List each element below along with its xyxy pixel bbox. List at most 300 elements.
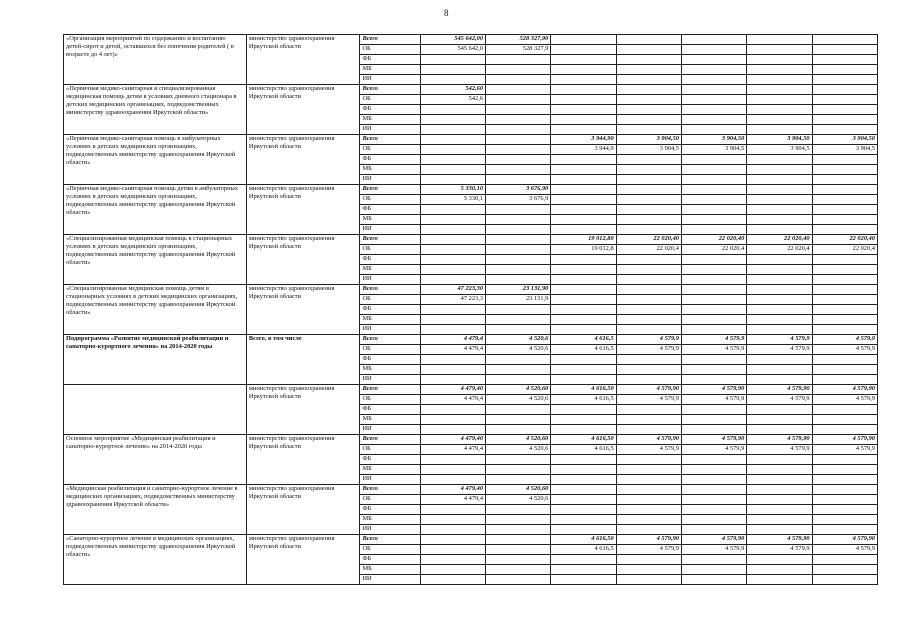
amount-cell xyxy=(681,495,746,505)
amount-cell xyxy=(551,165,616,175)
amount-cell xyxy=(616,275,681,285)
amount-cell xyxy=(551,505,616,515)
amount-cell xyxy=(616,495,681,505)
amount-cell xyxy=(747,555,812,565)
amount-cell xyxy=(616,55,681,65)
amount-cell xyxy=(486,135,551,145)
amount-cell xyxy=(486,365,551,375)
amount-cell xyxy=(486,475,551,485)
program-name-cell: Основное мероприятие «Медицинская реабилитация и санаторно-курортное лечение» на 2014-2020 годы xyxy=(64,435,247,485)
amount-cell xyxy=(812,75,877,85)
amount-cell xyxy=(551,515,616,525)
funding-source-cell: ОБ xyxy=(360,145,420,155)
funding-source-cell: ФБ xyxy=(360,555,420,565)
amount-cell: 4 616,5 xyxy=(551,545,616,555)
amount-cell xyxy=(812,185,877,195)
funding-source-cell: Всего xyxy=(360,135,420,145)
amount-cell xyxy=(812,275,877,285)
amount-cell: 545 642,00 xyxy=(420,35,485,45)
amount-cell xyxy=(812,255,877,265)
program-name-cell: «Первичная медико-санитарная помощь в амбулаторных условиях в детских медицинских организациях, подведомственных министерству здравоохранения Иркутской области» xyxy=(64,135,247,185)
amount-cell xyxy=(551,105,616,115)
amount-cell xyxy=(616,475,681,485)
amount-cell xyxy=(420,125,485,135)
amount-cell xyxy=(420,75,485,85)
funding-source-cell: ИИ xyxy=(360,275,420,285)
amount-cell: 3 904,5 xyxy=(616,145,681,155)
amount-cell xyxy=(616,165,681,175)
funding-source-cell: Всего xyxy=(360,185,420,195)
table-row xyxy=(64,335,878,345)
amount-cell xyxy=(486,265,551,275)
amount-cell xyxy=(616,555,681,565)
amount-cell xyxy=(551,65,616,75)
amount-cell xyxy=(551,155,616,165)
amount-cell xyxy=(812,515,877,525)
funding-source-cell: Всего xyxy=(360,335,420,345)
amount-cell xyxy=(812,65,877,75)
amount-cell xyxy=(681,165,746,175)
amount-cell xyxy=(681,455,746,465)
amount-cell xyxy=(551,295,616,305)
funding-source-cell: ОБ xyxy=(360,95,420,105)
amount-cell xyxy=(486,125,551,135)
executor-cell: министерство здравоохранения Иркутской области xyxy=(246,235,360,285)
amount-cell xyxy=(616,35,681,45)
amount-cell: 5 330,10 xyxy=(420,185,485,195)
amount-cell xyxy=(812,115,877,125)
amount-cell: 528 327,90 xyxy=(486,35,551,45)
table-row xyxy=(64,185,878,195)
amount-cell: 4 520,60 xyxy=(486,385,551,395)
amount-cell xyxy=(681,65,746,75)
amount-cell: 4 579,90 xyxy=(812,385,877,395)
amount-cell xyxy=(812,575,877,585)
funding-source-cell: ОБ xyxy=(360,495,420,505)
amount-cell: 4 479,40 xyxy=(420,385,485,395)
amount-cell xyxy=(616,365,681,375)
amount-cell xyxy=(681,195,746,205)
amount-cell xyxy=(812,265,877,275)
amount-cell xyxy=(616,195,681,205)
funding-source-cell: Всего xyxy=(360,535,420,545)
amount-cell xyxy=(551,525,616,535)
amount-cell: 4 520,6 xyxy=(486,345,551,355)
funding-source-cell: МБ xyxy=(360,415,420,425)
amount-cell xyxy=(551,55,616,65)
amount-cell xyxy=(420,255,485,265)
amount-cell xyxy=(486,305,551,315)
amount-cell xyxy=(486,535,551,545)
amount-cell xyxy=(420,555,485,565)
amount-cell: 4 579,90 xyxy=(747,435,812,445)
amount-cell xyxy=(420,365,485,375)
amount-cell xyxy=(747,255,812,265)
amount-cell xyxy=(551,225,616,235)
funding-source-cell: МБ xyxy=(360,465,420,475)
amount-cell: 4 479,40 xyxy=(420,485,485,495)
amount-cell xyxy=(486,85,551,95)
table-row xyxy=(64,435,878,445)
amount-cell xyxy=(747,425,812,435)
amount-cell: 4 616,50 xyxy=(551,535,616,545)
amount-cell: 4 579,90 xyxy=(812,535,877,545)
amount-cell: 4 579,9 xyxy=(747,395,812,405)
funding-source-cell: ОБ xyxy=(360,295,420,305)
amount-cell xyxy=(420,225,485,235)
amount-cell xyxy=(551,175,616,185)
amount-cell xyxy=(486,315,551,325)
amount-cell xyxy=(616,285,681,295)
amount-cell: 22 020,40 xyxy=(681,235,746,245)
amount-cell xyxy=(616,325,681,335)
amount-cell: 4 479,40 xyxy=(420,435,485,445)
amount-cell xyxy=(551,305,616,315)
amount-cell: 4 579,90 xyxy=(747,535,812,545)
amount-cell xyxy=(681,205,746,215)
amount-cell xyxy=(616,75,681,85)
amount-cell xyxy=(812,475,877,485)
amount-cell: 4 579,90 xyxy=(747,385,812,395)
funding-source-cell: ОБ xyxy=(360,195,420,205)
amount-cell xyxy=(812,225,877,235)
amount-cell xyxy=(681,515,746,525)
amount-cell xyxy=(486,325,551,335)
amount-cell: 4 579,9 xyxy=(616,335,681,345)
amount-cell xyxy=(420,105,485,115)
amount-cell xyxy=(681,575,746,585)
amount-cell xyxy=(486,95,551,105)
funding-source-cell: ОБ xyxy=(360,395,420,405)
amount-cell xyxy=(486,165,551,175)
amount-cell xyxy=(616,465,681,475)
amount-cell xyxy=(551,495,616,505)
amount-cell xyxy=(616,455,681,465)
amount-cell xyxy=(486,545,551,555)
amount-cell: 22 020,4 xyxy=(616,245,681,255)
amount-cell: 22 020,40 xyxy=(812,235,877,245)
amount-cell xyxy=(420,305,485,315)
executor-cell: министерство здравоохранения Иркутской области xyxy=(246,435,360,485)
amount-cell: 4 579,9 xyxy=(616,545,681,555)
funding-source-cell: МБ xyxy=(360,265,420,275)
amount-cell xyxy=(681,365,746,375)
funding-source-cell: ИИ xyxy=(360,125,420,135)
amount-cell xyxy=(486,155,551,165)
funding-source-cell: МБ xyxy=(360,165,420,175)
amount-cell xyxy=(681,325,746,335)
amount-cell xyxy=(551,355,616,365)
amount-cell: 4 579,9 xyxy=(681,335,746,345)
amount-cell: 4 579,90 xyxy=(681,385,746,395)
amount-cell xyxy=(551,315,616,325)
funding-source-cell: МБ xyxy=(360,115,420,125)
amount-cell xyxy=(420,465,485,475)
funding-source-cell: ФБ xyxy=(360,505,420,515)
amount-cell xyxy=(486,505,551,515)
table-row xyxy=(64,285,878,295)
amount-cell: 5 330,1 xyxy=(420,195,485,205)
amount-cell xyxy=(486,225,551,235)
amount-cell: 3 904,5 xyxy=(747,145,812,155)
amount-cell xyxy=(681,155,746,165)
funding-source-cell: Всего xyxy=(360,385,420,395)
executor-cell: министерство здравоохранения Иркутской области xyxy=(246,285,360,335)
amount-cell xyxy=(616,305,681,315)
amount-cell: 4 616,50 xyxy=(551,385,616,395)
amount-cell xyxy=(812,125,877,135)
amount-cell xyxy=(420,165,485,175)
amount-cell xyxy=(420,425,485,435)
amount-cell xyxy=(551,35,616,45)
amount-cell xyxy=(812,215,877,225)
amount-cell: 4 579,9 xyxy=(681,345,746,355)
amount-cell xyxy=(747,115,812,125)
executor-cell: министерство здравоохранения Иркутской области xyxy=(246,535,360,585)
amount-cell xyxy=(616,565,681,575)
amount-cell xyxy=(747,455,812,465)
funding-source-cell: Всего xyxy=(360,285,420,295)
table-row xyxy=(64,35,878,45)
amount-cell xyxy=(420,265,485,275)
amount-cell xyxy=(812,165,877,175)
amount-cell xyxy=(616,105,681,115)
funding-source-cell: МБ xyxy=(360,565,420,575)
amount-cell xyxy=(812,365,877,375)
amount-cell xyxy=(747,285,812,295)
amount-cell: 19 012,8 xyxy=(551,245,616,255)
amount-cell xyxy=(551,115,616,125)
amount-cell: 3 904,50 xyxy=(747,135,812,145)
amount-cell xyxy=(812,45,877,55)
amount-cell: 4 579,9 xyxy=(812,445,877,455)
amount-cell xyxy=(551,405,616,415)
amount-cell xyxy=(747,485,812,495)
executor-cell: министерство здравоохранения Иркутской области xyxy=(246,485,360,535)
amount-cell xyxy=(747,65,812,75)
amount-cell xyxy=(681,225,746,235)
table-row xyxy=(64,135,878,145)
table-row xyxy=(64,485,878,495)
amount-cell xyxy=(616,575,681,585)
amount-cell xyxy=(616,45,681,55)
amount-cell xyxy=(812,505,877,515)
amount-cell xyxy=(812,95,877,105)
amount-cell xyxy=(551,325,616,335)
program-name-cell: «Организация мероприятий по содержанию и воспитанию детей-сирот и детей, оставшихся без попечения родителей ( в возрасте до 4 лет)» xyxy=(64,35,247,85)
amount-cell xyxy=(420,355,485,365)
amount-cell xyxy=(420,575,485,585)
amount-cell xyxy=(812,455,877,465)
amount-cell xyxy=(616,255,681,265)
amount-cell xyxy=(747,315,812,325)
amount-cell xyxy=(486,565,551,575)
amount-cell xyxy=(812,85,877,95)
amount-cell xyxy=(747,475,812,485)
amount-cell xyxy=(681,505,746,515)
amount-cell xyxy=(551,205,616,215)
amount-cell xyxy=(486,515,551,525)
amount-cell xyxy=(420,475,485,485)
amount-cell: 4 616,50 xyxy=(551,435,616,445)
funding-source-cell: ФБ xyxy=(360,405,420,415)
amount-cell: 47 223,30 xyxy=(420,285,485,295)
page-number: 8 xyxy=(444,8,449,18)
amount-cell xyxy=(812,355,877,365)
amount-cell: 3 904,50 xyxy=(812,135,877,145)
amount-cell xyxy=(812,315,877,325)
amount-cell xyxy=(747,305,812,315)
amount-cell xyxy=(616,515,681,525)
amount-cell xyxy=(812,35,877,45)
amount-cell xyxy=(420,515,485,525)
amount-cell xyxy=(616,215,681,225)
amount-cell xyxy=(812,175,877,185)
funding-source-cell: ФБ xyxy=(360,305,420,315)
funding-source-cell: ОБ xyxy=(360,245,420,255)
amount-cell xyxy=(681,125,746,135)
amount-cell xyxy=(747,565,812,575)
funding-source-cell: ИИ xyxy=(360,475,420,485)
funding-source-cell: ФБ xyxy=(360,355,420,365)
amount-cell: 4 579,9 xyxy=(747,335,812,345)
amount-cell xyxy=(681,85,746,95)
amount-cell: 3 904,5 xyxy=(812,145,877,155)
amount-cell xyxy=(681,45,746,55)
funding-source-cell: ФБ xyxy=(360,205,420,215)
executor-cell: министерство здравоохранения Иркутской области xyxy=(246,35,360,85)
program-name-cell: «Специализированная медицинская помощь детям в стационарных условиях в детских медицинских организациях, подведомственных министерству здравоохранения Иркутской области» xyxy=(64,285,247,335)
amount-cell xyxy=(486,415,551,425)
amount-cell: 4 579,9 xyxy=(747,445,812,455)
amount-cell xyxy=(616,205,681,215)
amount-cell xyxy=(420,205,485,215)
funding-source-cell: Всего xyxy=(360,435,420,445)
amount-cell: 22 020,4 xyxy=(747,245,812,255)
amount-cell xyxy=(616,355,681,365)
amount-cell: 4 579,90 xyxy=(616,435,681,445)
amount-cell: 22 020,40 xyxy=(616,235,681,245)
amount-cell xyxy=(486,575,551,585)
amount-cell xyxy=(681,275,746,285)
amount-cell: 4 479,4 xyxy=(420,335,485,345)
amount-cell: 4 579,9 xyxy=(681,545,746,555)
amount-cell xyxy=(551,465,616,475)
amount-cell xyxy=(681,105,746,115)
amount-cell xyxy=(616,505,681,515)
amount-cell: 4 579,90 xyxy=(616,385,681,395)
amount-cell xyxy=(420,375,485,385)
funding-source-cell: ИИ xyxy=(360,525,420,535)
funding-source-cell: ОБ xyxy=(360,345,420,355)
amount-cell: 4 579,9 xyxy=(812,395,877,405)
funding-source-cell: ИИ xyxy=(360,75,420,85)
funding-source-cell: ИИ xyxy=(360,575,420,585)
program-name-cell: «Санаторно-курортное лечение в медицинских организациях, подведомственных министерству здравоохранения Иркутской области» xyxy=(64,535,247,585)
amount-cell: 4 579,9 xyxy=(681,445,746,455)
amount-cell: 4 520,60 xyxy=(486,435,551,445)
amount-cell: 22 020,4 xyxy=(812,245,877,255)
amount-cell xyxy=(812,295,877,305)
amount-cell xyxy=(681,265,746,275)
amount-cell xyxy=(551,85,616,95)
amount-cell: 3 944,9 xyxy=(551,145,616,155)
amount-cell xyxy=(616,175,681,185)
amount-cell: 4 579,90 xyxy=(616,535,681,545)
amount-cell xyxy=(812,105,877,115)
amount-cell xyxy=(812,485,877,495)
amount-cell xyxy=(551,265,616,275)
funding-source-cell: ФБ xyxy=(360,105,420,115)
amount-cell: 22 020,4 xyxy=(681,245,746,255)
amount-cell: 4 579,9 xyxy=(616,395,681,405)
amount-cell: 3 904,50 xyxy=(681,135,746,145)
amount-cell xyxy=(616,185,681,195)
amount-cell xyxy=(681,315,746,325)
amount-cell: 4 579,9 xyxy=(812,545,877,555)
funding-source-cell: Всего xyxy=(360,85,420,95)
amount-cell xyxy=(486,405,551,415)
amount-cell xyxy=(747,75,812,85)
amount-cell xyxy=(747,415,812,425)
amount-cell xyxy=(681,115,746,125)
amount-cell xyxy=(616,415,681,425)
amount-cell: 4 520,6 xyxy=(486,335,551,345)
amount-cell xyxy=(747,225,812,235)
amount-cell xyxy=(420,145,485,155)
amount-cell xyxy=(812,415,877,425)
amount-cell xyxy=(551,555,616,565)
funding-source-cell: Всего xyxy=(360,485,420,495)
amount-cell xyxy=(420,275,485,285)
amount-cell: 4 479,4 xyxy=(420,445,485,455)
amount-cell xyxy=(747,185,812,195)
program-name-cell: «Первичная медико-санитарная помощь детям в амбулаторных условиях в детских медицинских организациях, подведомственных министерству здравоохранения Иркутской области» xyxy=(64,185,247,235)
amount-cell xyxy=(420,135,485,145)
amount-cell xyxy=(747,105,812,115)
amount-cell: 4 579,90 xyxy=(812,435,877,445)
funding-source-cell: ИИ xyxy=(360,225,420,235)
funding-source-cell: ФБ xyxy=(360,455,420,465)
amount-cell: 19 012,80 xyxy=(551,235,616,245)
amount-cell xyxy=(747,465,812,475)
amount-cell xyxy=(747,375,812,385)
funding-source-cell: МБ xyxy=(360,515,420,525)
amount-cell: 4 616,5 xyxy=(551,445,616,455)
amount-cell xyxy=(420,175,485,185)
amount-cell xyxy=(747,295,812,305)
amount-cell xyxy=(420,325,485,335)
amount-cell: 23 131,9 xyxy=(486,295,551,305)
amount-cell xyxy=(681,35,746,45)
amount-cell xyxy=(747,405,812,415)
amount-cell xyxy=(812,425,877,435)
amount-cell xyxy=(616,295,681,305)
amount-cell xyxy=(420,315,485,325)
funding-source-cell: ИИ xyxy=(360,375,420,385)
amount-cell xyxy=(681,55,746,65)
amount-cell xyxy=(420,115,485,125)
amount-cell xyxy=(551,415,616,425)
amount-cell xyxy=(812,55,877,65)
amount-cell xyxy=(420,155,485,165)
funding-source-cell: МБ xyxy=(360,315,420,325)
funding-source-cell: Всего xyxy=(360,35,420,45)
amount-cell xyxy=(747,575,812,585)
amount-cell xyxy=(616,525,681,535)
amount-cell xyxy=(420,245,485,255)
amount-cell: 3 676,90 xyxy=(486,185,551,195)
